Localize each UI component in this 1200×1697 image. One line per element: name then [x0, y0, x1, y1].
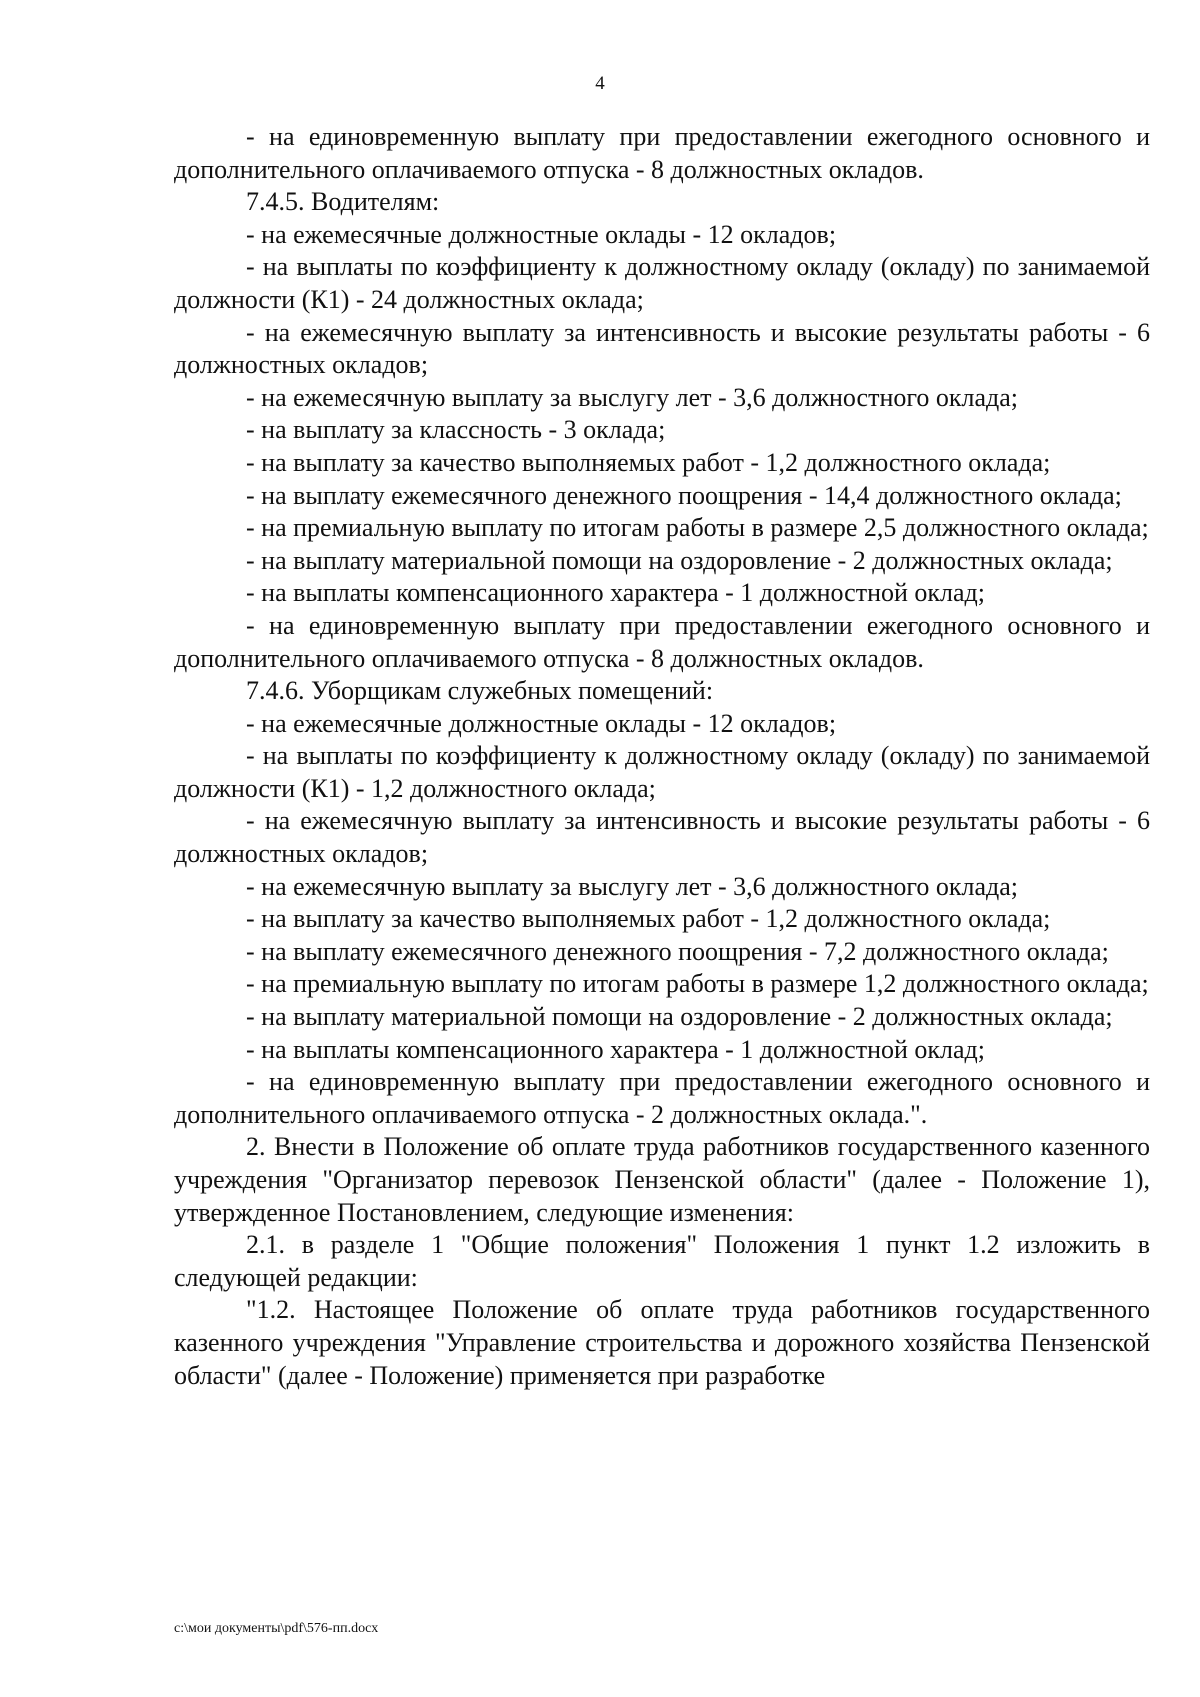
paragraph: - на выплату за качество выполняемых работ - 1,2 должностного оклада;: [246, 904, 1051, 934]
paragraph: - на выплаты по коэффициенту к должностному окладу (окладу) по занимаемой должности (К1) - 24 должностных оклада;: [174, 252, 1150, 314]
paragraph: - на выплаты компенсационного характера - 1 должностной оклад;: [246, 578, 985, 608]
paragraph: - на премиальную выплату по итогам работы в размере 2,5 должностного оклада;: [246, 513, 1149, 543]
paragraph: - на ежемесячные должностные оклады - 12 окладов;: [246, 219, 837, 249]
section-heading: 7.4.5. Водителям:: [246, 187, 440, 217]
paragraph: - на выплату ежемесячного денежного поощрения - 7,2 должностного оклада;: [246, 936, 1109, 966]
page-number: 4: [595, 73, 605, 94]
section-heading: 7.4.6. Уборщикам служебных помещений:: [246, 676, 714, 706]
paragraph: 2. Внести в Положение об оплате труда работников государственного казенного учреждения "Организатор перевозок Пензенской области" (далее - Положение 1), утвержденное Постановлением, следующие изменения:: [174, 1132, 1150, 1227]
paragraph: - на единовременную выплату при предоставлении ежегодного основного и дополнительного оплачиваемого отпуска - 8 должностных окладов.: [174, 122, 1150, 184]
paragraph: - на выплату ежемесячного денежного поощрения - 14,4 должностного оклада;: [246, 480, 1122, 510]
paragraph: - на премиальную выплату по итогам работы в размере 1,2 должностного оклада;: [246, 969, 1149, 999]
file-path-footer: c:\мои документы\pdf\576-пп.docx: [174, 1621, 379, 1636]
paragraph: - на выплату материальной помощи на оздоровление - 2 должностных оклада;: [246, 545, 1113, 575]
paragraph: - на ежемесячную выплату за интенсивность и высокие результаты работы - 6 должностных окладов;: [174, 317, 1150, 380]
paragraph: 2.1. в разделе 1 "Общие положения" Положения 1 пункт 1.2 изложить в следующей редакции:: [174, 1230, 1150, 1292]
paragraph: - на ежемесячные должностные оклады - 12 окладов;: [246, 708, 837, 738]
paragraph: "1.2. Настоящее Положение об оплате труда работников государственного казенного учреждения "Управление строительства и дорожного хозяйства Пензенской области" (далее - Положение) применяется при разработке: [174, 1295, 1150, 1390]
paragraph: - на выплату за качество выполняемых работ - 1,2 должностного оклада;: [246, 447, 1051, 477]
paragraph: - на ежемесячную выплату за выслугу лет - 3,6 должностного оклада;: [246, 871, 1019, 901]
paragraph: - на выплаты компенсационного характера - 1 должностной оклад;: [246, 1034, 985, 1064]
paragraph: - на единовременную выплату при предоставлении ежегодного основного и дополнительного оплачиваемого отпуска - 2 должностных оклада.".: [174, 1067, 1150, 1129]
paragraph: - на выплату материальной помощи на оздоровление - 2 должностных оклада;: [246, 1002, 1113, 1032]
paragraph: - на выплату за классность - 3 оклада;: [246, 415, 666, 445]
paragraph: - на единовременную выплату при предоставлении ежегодного основного и дополнительного оплачиваемого отпуска - 8 должностных окладов.: [174, 610, 1150, 673]
paragraph: - на выплаты по коэффициенту к должностному окладу (окладу) по занимаемой должности (К1) - 1,2 должностного оклада;: [174, 741, 1150, 803]
paragraph: - на ежемесячную выплату за интенсивность и высокие результаты работы - 6 должностных окладов;: [174, 806, 1150, 869]
document-body: [174, 121, 1150, 1392]
paragraph: - на ежемесячную выплату за выслугу лет - 3,6 должностного оклада;: [246, 382, 1019, 412]
